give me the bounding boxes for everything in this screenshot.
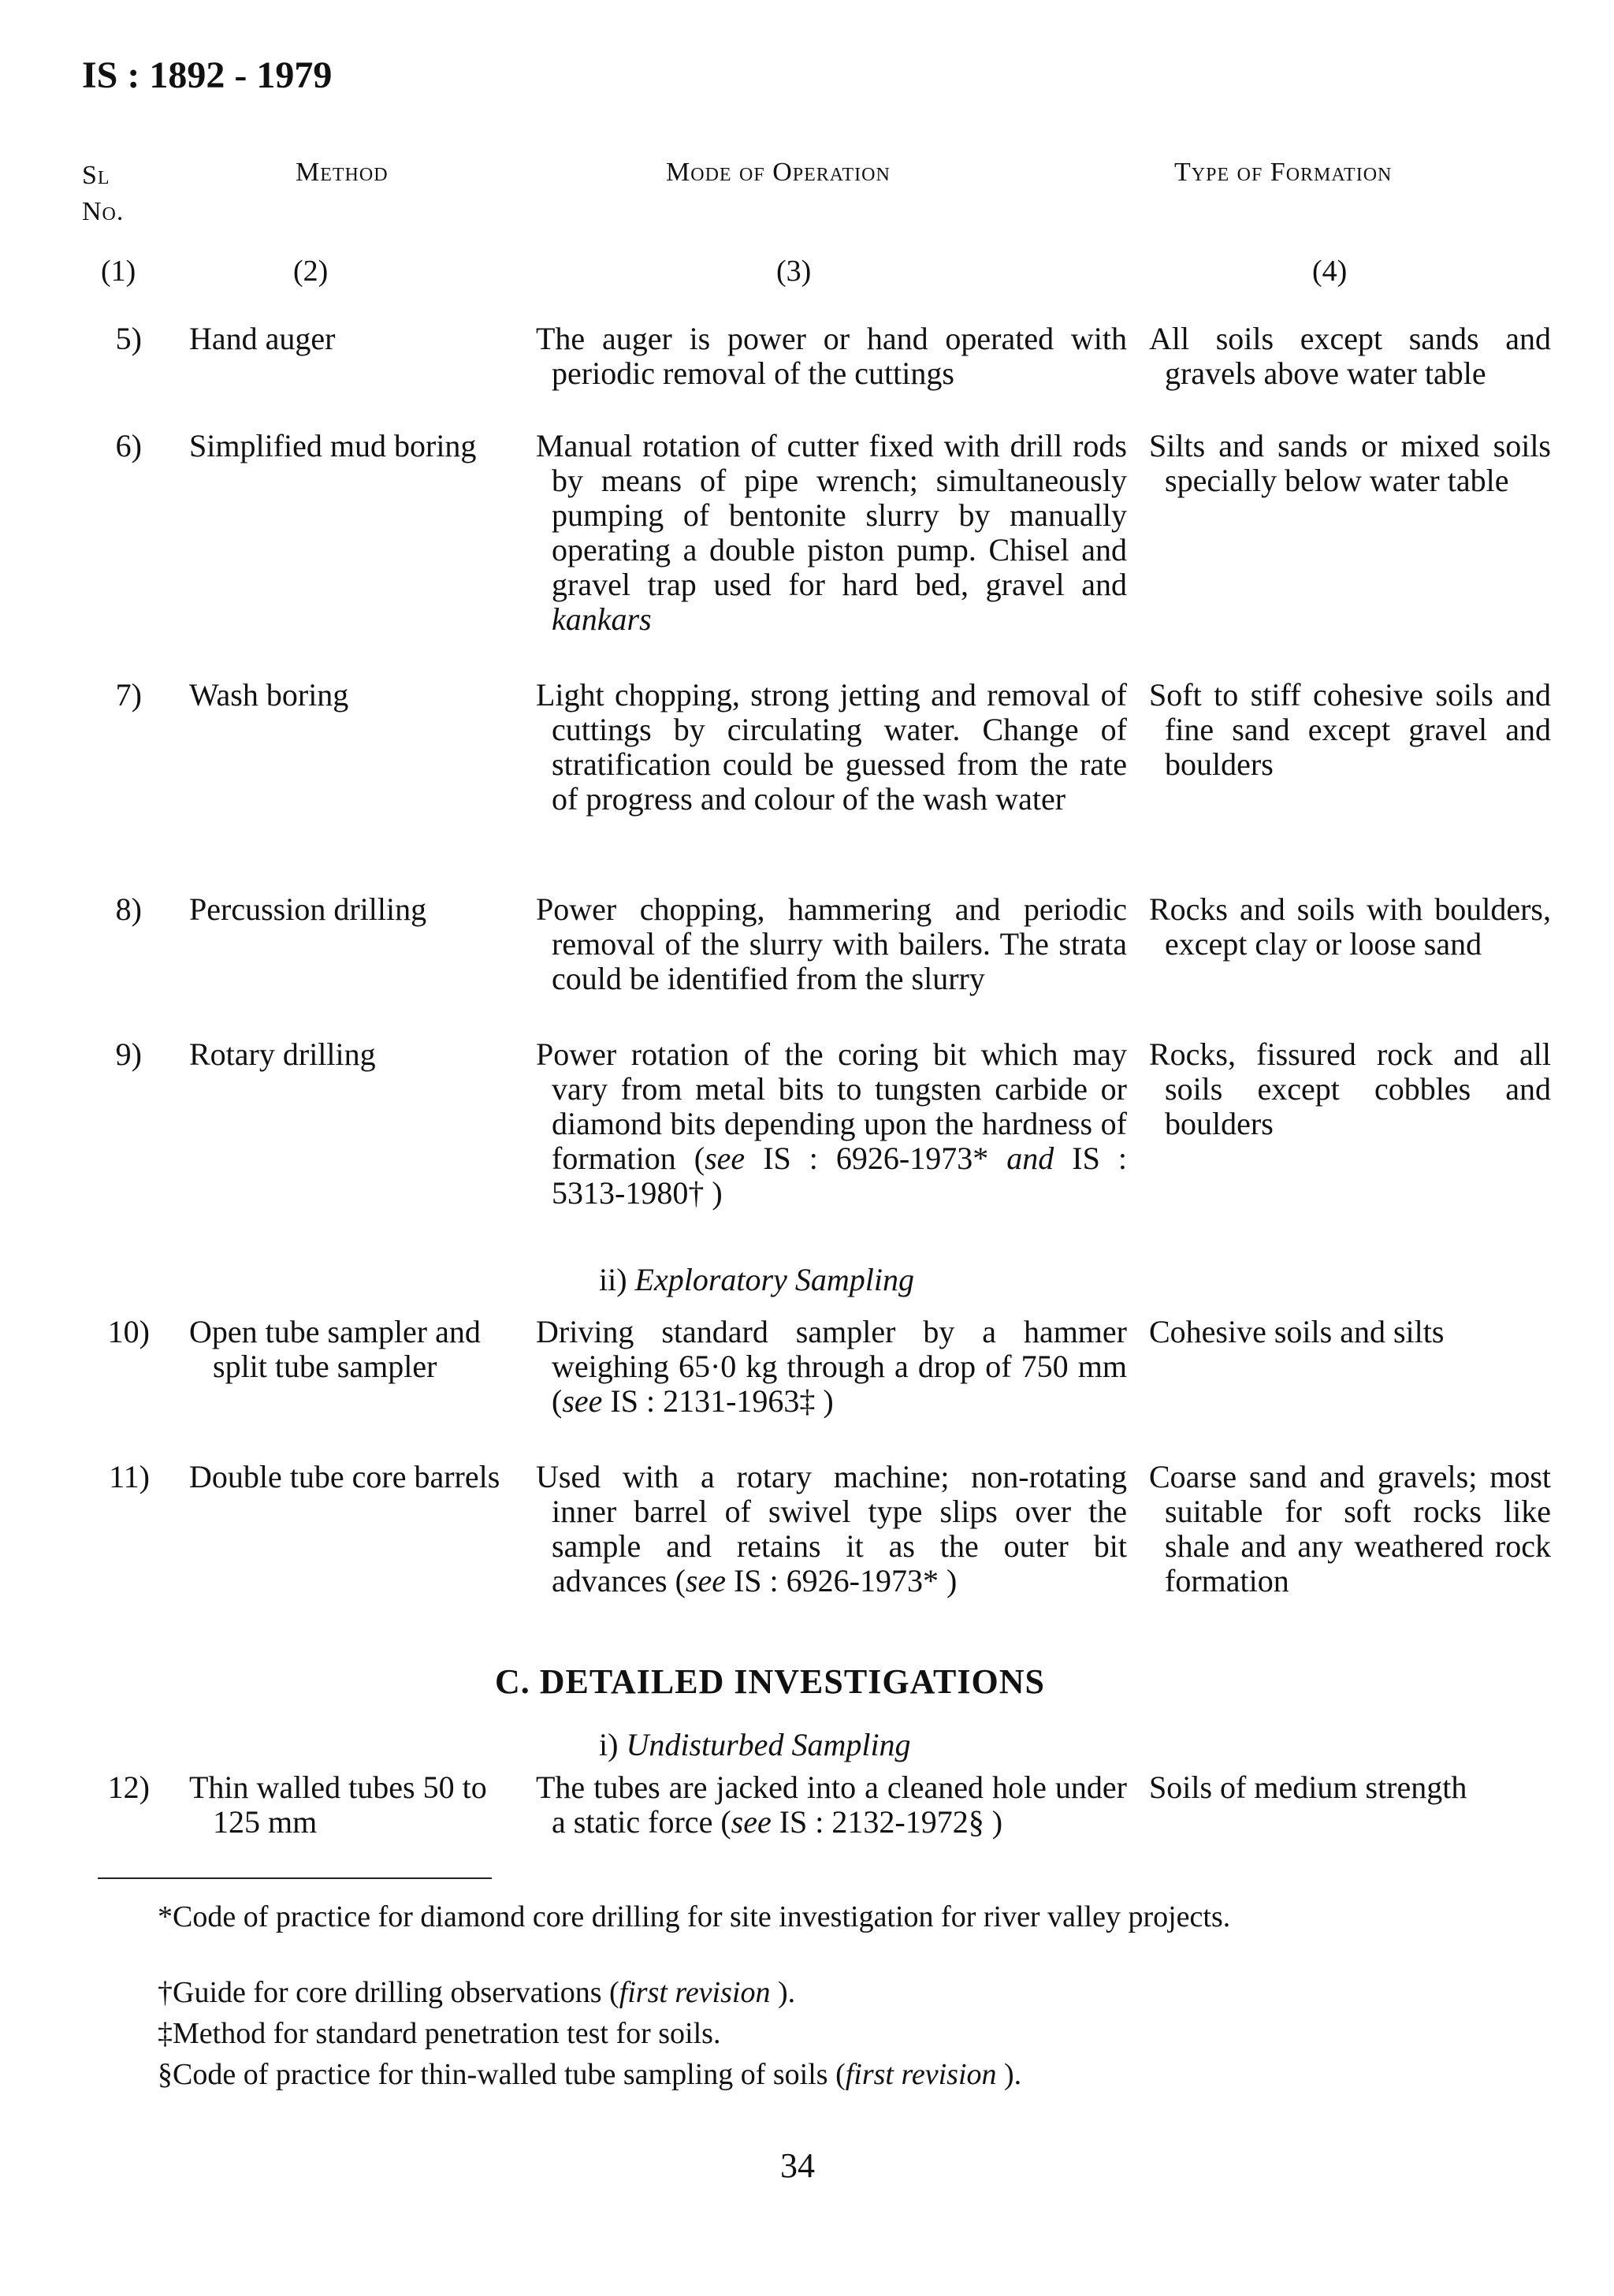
- row-mode-text: IS : 2132-1972§ ): [771, 1804, 1003, 1840]
- row-mode-text: The tubes are jacked into a cleaned hole under a static force (: [536, 1769, 1127, 1840]
- exploratory-sampling-heading: [599, 1261, 914, 1298]
- column-number: (3): [776, 255, 812, 288]
- footnote-text: §Code of practice for thin-walled tube sampling of soils (: [158, 2058, 846, 2091]
- footnote: ‡Method for standard penetration test for soils.: [158, 2017, 721, 2050]
- row-mode: The auger is power or hand operated with periodic removal of the cuttings: [536, 321, 1127, 391]
- row-mode-italic: and: [1006, 1141, 1054, 1176]
- row-formation: Soft to stiff cohesive soils and fine sand except gravel and boulders: [1149, 677, 1551, 782]
- row-method: Simplified mud boring: [189, 428, 477, 463]
- row-method: Rotary drilling: [189, 1036, 376, 1072]
- header-mode: Mode of Operation: [666, 158, 891, 187]
- standard-number: IS : 1892 - 1979: [82, 54, 333, 96]
- subhead-text: Exploratory Sampling: [634, 1262, 914, 1297]
- row-mode-text: IS : 6926-1973* ): [725, 1563, 958, 1598]
- header-sl-no: [82, 158, 124, 230]
- row-formation: Rocks and soils with boulders, except clay or loose sand: [1149, 891, 1551, 962]
- row-formation: Cohesive soils and silts: [1149, 1314, 1445, 1349]
- row-mode-text: Power rotation of the coring bit which may vary from metal bits to tungsten carbide or diamond bits depending upon the hardness of formation (: [536, 1036, 1127, 1176]
- subhead-text: Undisturbed Sampling: [626, 1727, 911, 1762]
- header-no: No.: [82, 197, 125, 226]
- section-heading: C. DETAILED INVESTIGATIONS: [495, 1662, 1045, 1701]
- page-number: 34: [780, 2146, 815, 2185]
- row-mode-italic: kankars: [552, 601, 652, 637]
- footnote-italic: first revision: [619, 1976, 771, 2009]
- header-method: Method: [296, 158, 389, 187]
- row-formation: Rocks, fissured rock and all soils except cobbles and boulders: [1149, 1036, 1551, 1141]
- subhead-number: i): [599, 1727, 619, 1762]
- column-number: (1): [101, 255, 136, 288]
- footnote-text: †Guide for core drilling observations (: [158, 1976, 619, 2009]
- subhead-number: ii): [599, 1262, 627, 1297]
- row-sl-no: 8): [115, 891, 142, 927]
- header-sl: Sl: [82, 161, 110, 190]
- row-mode: [536, 1460, 1127, 1598]
- row-sl-no: 6): [115, 428, 142, 463]
- row-sl-no: 12): [107, 1769, 150, 1805]
- row-mode-text: IS : 5313-1980† ): [552, 1141, 1128, 1211]
- row-mode: [536, 1770, 1127, 1840]
- footnote: *Code of practice for diamond core drilling for site investigation for river valley projects.: [158, 1900, 1231, 1933]
- row-mode-italic: see: [685, 1563, 726, 1598]
- row-mode-italic: see: [705, 1141, 746, 1176]
- row-mode-text: IS : 6926-1973*: [745, 1141, 1007, 1176]
- row-mode-text: Manual rotation of cutter fixed with drill rods by means of pipe wrench; simultaneously pumping of bentonite slurry by manually operating a double piston pump. Chisel and gravel trap used for hard bed, gravel and: [536, 428, 1127, 602]
- row-formation: Coarse sand and gravels; most suitable for soft rocks like shale and any weathered rock formation: [1149, 1459, 1551, 1598]
- footnote-text: ).: [770, 1976, 796, 2009]
- row-sl-no: 9): [115, 1036, 142, 1072]
- row-sl-no: 7): [115, 677, 142, 713]
- row-mode: Light chopping, strong jetting and removal of cuttings by circulating water. Change of stratification could be guessed from the rate of progress and colour of the wash water: [536, 677, 1127, 817]
- row-formation: Soils of medium strength: [1149, 1769, 1467, 1805]
- row-mode: [536, 429, 1127, 637]
- row-mode-text: IS : 2131-1963‡ ): [602, 1383, 834, 1419]
- row-formation: All soils except sands and gravels above water table: [1149, 321, 1551, 391]
- row-method: Wash boring: [189, 677, 349, 713]
- row-mode: Power chopping, hammering and periodic removal of the slurry with bailers. The strata could be identified from the slurry: [536, 891, 1127, 996]
- row-method: Open tube sampler and split tube sampler: [189, 1314, 481, 1384]
- footnote-italic: first revision: [845, 2058, 997, 2091]
- row-mode-italic: see: [731, 1804, 772, 1840]
- row-mode-text: Used with a rotary machine; non-rotating inner barrel of swivel type slips over the sample and retains it as the outer bit advances (: [536, 1459, 1127, 1598]
- row-method: Thin walled tubes 50 to 125 mm: [189, 1769, 487, 1840]
- row-mode-text: Driving standard sampler by a hammer weighing 65·0 kg through a drop of 750 mm (: [536, 1314, 1127, 1419]
- row-sl-no: 5): [115, 321, 142, 356]
- footnote: [158, 2057, 1513, 2092]
- header-formation: Type of Formation: [1174, 158, 1393, 187]
- column-number: (4): [1312, 255, 1348, 288]
- row-method: Double tube core barrels: [189, 1459, 500, 1494]
- footnote: [158, 1975, 1513, 2010]
- column-number: (2): [293, 255, 329, 288]
- row-mode: [536, 1315, 1127, 1419]
- footnote-rule: [98, 1877, 492, 1879]
- row-mode-italic: see: [562, 1383, 603, 1419]
- footnote-text: ).: [996, 2058, 1022, 2091]
- row-sl-no: 11): [109, 1459, 150, 1494]
- row-method: Percussion drilling: [189, 891, 427, 927]
- row-mode: [536, 1037, 1127, 1211]
- row-sl-no: 10): [107, 1314, 150, 1349]
- row-formation: Silts and sands or mixed soils specially below water table: [1149, 428, 1551, 498]
- undisturbed-sampling-heading: [599, 1726, 911, 1763]
- row-method: Hand auger: [189, 321, 336, 356]
